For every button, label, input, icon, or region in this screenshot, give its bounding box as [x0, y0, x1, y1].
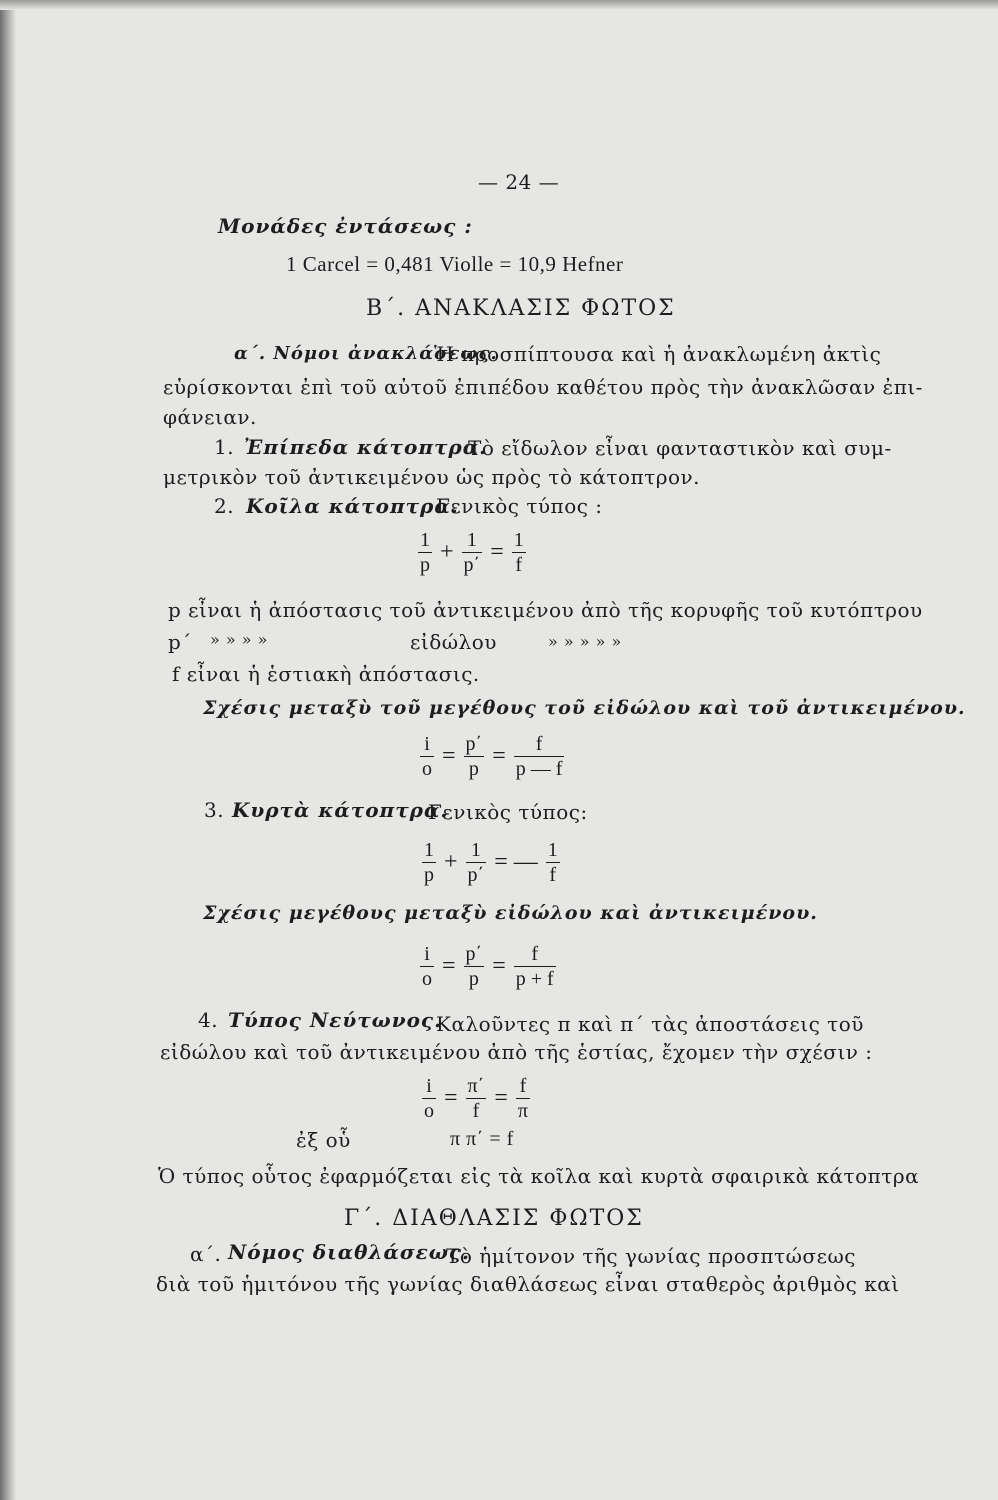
convex-mirror-formula: $\frac{1}{p}$ + $\frac{1}{p΄}$ = — $\frac{1}{f}$	[424, 839, 558, 886]
refraction-law-line1: Τὸ ἡμίτονον τῆς γωνίας προσπτώσεως	[446, 1244, 856, 1268]
refraction-law-label: Νόμος διαθλάσεως.	[228, 1240, 470, 1264]
relation1-formula: $\frac{i}{o}$ = $\frac{p΄}{p}$ = $\frac{f}{p — f}$	[422, 733, 563, 780]
section-c-heading: Γ΄. ΔΙΑΘΛΑΣΙΣ ΦΩΤΟΣ	[344, 1206, 644, 1231]
item4-line2: εἰδώλου καὶ τοῦ ἀντικειμένου ἀπὸ τῆς ἑστίας, ἔχομεν τὴν σχέσιν :	[160, 1040, 873, 1064]
units-equation: 1 Carcel = 0,481 Violle = 10,9 Hefner	[286, 252, 624, 276]
item2-text: Γενικὸς τύπος :	[436, 494, 603, 518]
newton-formula: $\frac{i}{o}$ = $\frac{\pi΄}{f}$ = $\frac{f}{\pi}$	[424, 1075, 528, 1122]
applies-line: Ὁ τύπος οὗτος ἐφαρμόζεται εἰς τὰ κοῖλα καὶ κυρτὰ σφαιρικὰ κάτοπτρα	[158, 1164, 920, 1188]
item2-number: 2.	[214, 494, 235, 518]
item4-line1: Καλοῦντες π καὶ π΄ τὰς ἀποστάσεις τοῦ	[436, 1012, 864, 1036]
item1-number: 1.	[214, 435, 235, 459]
units-title: Μονάδες ἐντάσεως :	[218, 214, 473, 238]
definition-p: p εἶναι ἡ ἀπόστασις τοῦ ἀντικειμένου ἀπὸ τῆς κορυφῆς τοῦ κυτόπτρου	[168, 598, 923, 622]
laws-label: α΄. Νόμοι ἀνακλάσεως.	[234, 343, 498, 364]
item4-label: Τύπος Νεύτωνος.	[228, 1008, 443, 1032]
item3-text: Γενικὸς τύπος:	[428, 800, 588, 824]
item1-line2: μετρικὸν τοῦ ἀντικειμένου ὡς πρὸς τὸ κάτοπτρον.	[163, 465, 701, 489]
definition-p-prime-symbol: p΄	[168, 630, 192, 654]
laws-line1: Ἡ προσπίπτουσα καὶ ἡ ἀνακλωμένη ἀκτὶς	[434, 342, 882, 366]
definition-p-prime-ditto: » » » »	[210, 630, 268, 649]
definition-p-prime-word: εἰδώλου	[410, 630, 497, 654]
page-edge-shadow	[0, 0, 16, 1500]
whence-label: ἐξ οὗ	[296, 1128, 351, 1152]
relation2-heading: Σχέσις μεγέθους μεταξὺ εἰδώλου καὶ ἀντικειμένου.	[203, 902, 818, 924]
item2-label: Κοῖλα κάτοπτρα.	[246, 494, 459, 518]
concave-mirror-formula: $\frac{1}{p}$ + $\frac{1}{p΄}$ = $\frac{1}{f}$	[420, 529, 524, 576]
section-b-heading: Β΄. ΑΝΑΚΛΑΣΙΣ ΦΩΤΟΣ	[366, 296, 676, 321]
refraction-law-number: α΄.	[190, 1242, 222, 1266]
item1-line1: Τὸ εἴδωλον εἶναι φανταστικὸν καὶ συμ-	[468, 436, 892, 460]
definition-f: f εἶναι ἡ ἑστιακὴ ἀπόστασις.	[172, 662, 480, 686]
laws-line3: φάνειαν.	[163, 405, 257, 429]
item1-label: Ἐπίπεδα κάτοπτρα.	[244, 435, 488, 459]
laws-line2: εὑρίσκονται ἐπὶ τοῦ αὐτοῦ ἐπιπέδου καθέτου πρὸς τὴν ἀνακλῶσαν ἐπι-	[163, 375, 923, 399]
refraction-law-line2: διὰ τοῦ ἡμιτόνου τῆς γωνίας διαθλάσεως εἶναι σταθερὸς ἀριθμὸς καὶ	[156, 1272, 900, 1296]
item4-number: 4.	[198, 1008, 219, 1032]
item3-label: Κυρτὰ κάτοπτρα.	[232, 798, 449, 822]
page-number: — 24 —	[478, 170, 560, 194]
relation1-heading: Σχέσις μεταξὺ τοῦ μεγέθους τοῦ εἰδώλου καὶ τοῦ ἀντικειμένου.	[203, 697, 966, 719]
relation2-formula: $\frac{i}{o}$ = $\frac{p΄}{p}$ = $\frac{f}{p + f}$	[422, 943, 554, 990]
page-top-shadow	[0, 0, 998, 10]
definition-p-prime-ditto2: » » » » »	[548, 632, 622, 651]
item3-number: 3.	[204, 798, 225, 822]
newton-result: π π΄ = f	[450, 1128, 514, 1150]
